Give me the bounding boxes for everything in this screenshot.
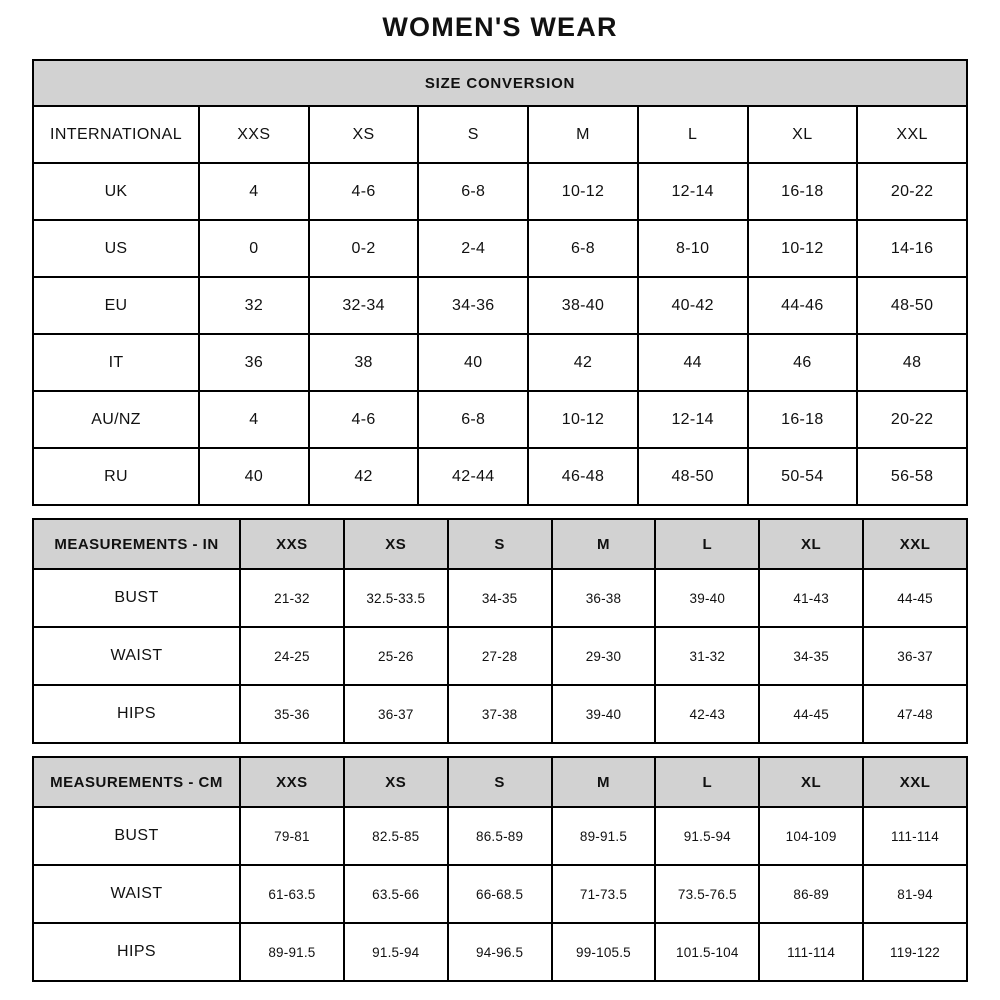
row-label: HIPS bbox=[33, 923, 240, 981]
value-cell: 27-28 bbox=[448, 627, 552, 685]
value-cell: 42 bbox=[528, 334, 638, 391]
value-cell: 34-35 bbox=[759, 627, 863, 685]
table-row bbox=[33, 923, 967, 981]
value-cell: 63.5-66 bbox=[344, 865, 448, 923]
value-cell: 36 bbox=[199, 334, 309, 391]
value-cell: 91.5-94 bbox=[655, 807, 759, 865]
measurements-in-grid bbox=[32, 518, 968, 744]
column-header: XXL bbox=[863, 519, 967, 569]
table-row bbox=[33, 277, 967, 334]
value-cell: 20-22 bbox=[857, 163, 967, 220]
value-cell: 36-38 bbox=[552, 569, 656, 627]
measurements-in-table bbox=[32, 518, 968, 744]
column-header: M bbox=[552, 757, 656, 807]
measurements-cm-grid bbox=[32, 756, 968, 982]
value-cell: 4-6 bbox=[309, 391, 419, 448]
size-conversion-table bbox=[32, 59, 968, 506]
value-cell: 79-81 bbox=[240, 807, 344, 865]
value-cell: 14-16 bbox=[857, 220, 967, 277]
value-cell: 46-48 bbox=[528, 448, 638, 505]
row-label: BUST bbox=[33, 569, 240, 627]
column-header: XXL bbox=[863, 757, 967, 807]
column-header: M bbox=[528, 106, 638, 163]
value-cell: 10-12 bbox=[748, 220, 858, 277]
row-label: RU bbox=[33, 448, 199, 505]
value-cell: 91.5-94 bbox=[344, 923, 448, 981]
value-cell: 94-96.5 bbox=[448, 923, 552, 981]
row-label: WAIST bbox=[33, 627, 240, 685]
value-cell: 89-91.5 bbox=[240, 923, 344, 981]
column-header: XL bbox=[759, 757, 863, 807]
value-cell: 21-32 bbox=[240, 569, 344, 627]
value-cell: 32.5-33.5 bbox=[344, 569, 448, 627]
table-banner: SIZE CONVERSION bbox=[33, 60, 967, 106]
table-row bbox=[33, 163, 967, 220]
value-cell: 101.5-104 bbox=[655, 923, 759, 981]
column-header: M bbox=[552, 519, 656, 569]
value-cell: 36-37 bbox=[863, 627, 967, 685]
value-cell: 6-8 bbox=[528, 220, 638, 277]
value-cell: 6-8 bbox=[418, 163, 528, 220]
column-header: L bbox=[655, 519, 759, 569]
column-header: XL bbox=[748, 106, 858, 163]
value-cell: 38 bbox=[309, 334, 419, 391]
table-row bbox=[33, 334, 967, 391]
value-cell: 16-18 bbox=[748, 163, 858, 220]
value-cell: 66-68.5 bbox=[448, 865, 552, 923]
value-cell: 86.5-89 bbox=[448, 807, 552, 865]
value-cell: 10-12 bbox=[528, 391, 638, 448]
table-row bbox=[33, 569, 967, 627]
value-cell: 39-40 bbox=[655, 569, 759, 627]
value-cell: 6-8 bbox=[418, 391, 528, 448]
value-cell: 111-114 bbox=[863, 807, 967, 865]
value-cell: 47-48 bbox=[863, 685, 967, 743]
value-cell: 16-18 bbox=[748, 391, 858, 448]
value-cell: 36-37 bbox=[344, 685, 448, 743]
value-cell: 25-26 bbox=[344, 627, 448, 685]
column-header: XS bbox=[309, 106, 419, 163]
corner-header: INTERNATIONAL bbox=[33, 106, 199, 163]
value-cell: 50-54 bbox=[748, 448, 858, 505]
column-header: S bbox=[418, 106, 528, 163]
value-cell: 73.5-76.5 bbox=[655, 865, 759, 923]
value-cell: 32-34 bbox=[309, 277, 419, 334]
table-row bbox=[33, 220, 967, 277]
value-cell: 12-14 bbox=[638, 391, 748, 448]
value-cell: 44-46 bbox=[748, 277, 858, 334]
value-cell: 4 bbox=[199, 391, 309, 448]
value-cell: 12-14 bbox=[638, 163, 748, 220]
value-cell: 81-94 bbox=[863, 865, 967, 923]
value-cell: 56-58 bbox=[857, 448, 967, 505]
column-header: XL bbox=[759, 519, 863, 569]
value-cell: 0-2 bbox=[309, 220, 419, 277]
value-cell: 99-105.5 bbox=[552, 923, 656, 981]
table-row bbox=[33, 448, 967, 505]
value-cell: 44-45 bbox=[759, 685, 863, 743]
value-cell: 4-6 bbox=[309, 163, 419, 220]
table-row bbox=[33, 865, 967, 923]
column-header: XS bbox=[344, 757, 448, 807]
value-cell: 40 bbox=[199, 448, 309, 505]
column-header: XXL bbox=[857, 106, 967, 163]
value-cell: 41-43 bbox=[759, 569, 863, 627]
column-header: XXS bbox=[240, 519, 344, 569]
value-cell: 89-91.5 bbox=[552, 807, 656, 865]
value-cell: 40 bbox=[418, 334, 528, 391]
table-row bbox=[33, 685, 967, 743]
measurements-cm-table bbox=[32, 756, 968, 982]
value-cell: 44-45 bbox=[863, 569, 967, 627]
row-label: HIPS bbox=[33, 685, 240, 743]
value-cell: 86-89 bbox=[759, 865, 863, 923]
value-cell: 82.5-85 bbox=[344, 807, 448, 865]
value-cell: 2-4 bbox=[418, 220, 528, 277]
value-cell: 34-35 bbox=[448, 569, 552, 627]
value-cell: 20-22 bbox=[857, 391, 967, 448]
row-label: US bbox=[33, 220, 199, 277]
value-cell: 44 bbox=[638, 334, 748, 391]
value-cell: 119-122 bbox=[863, 923, 967, 981]
column-header: XS bbox=[344, 519, 448, 569]
row-label: BUST bbox=[33, 807, 240, 865]
table-row bbox=[33, 627, 967, 685]
row-label: WAIST bbox=[33, 865, 240, 923]
value-cell: 42-43 bbox=[655, 685, 759, 743]
value-cell: 42-44 bbox=[418, 448, 528, 505]
value-cell: 111-114 bbox=[759, 923, 863, 981]
value-cell: 42 bbox=[309, 448, 419, 505]
value-cell: 71-73.5 bbox=[552, 865, 656, 923]
value-cell: 46 bbox=[748, 334, 858, 391]
row-label: EU bbox=[33, 277, 199, 334]
value-cell: 37-38 bbox=[448, 685, 552, 743]
table-row bbox=[33, 391, 967, 448]
value-cell: 32 bbox=[199, 277, 309, 334]
page-title: WOMEN'S WEAR bbox=[382, 12, 618, 42]
corner-header: MEASUREMENTS - IN bbox=[33, 519, 240, 569]
column-header: S bbox=[448, 519, 552, 569]
value-cell: 61-63.5 bbox=[240, 865, 344, 923]
table-row bbox=[33, 807, 967, 865]
value-cell: 34-36 bbox=[418, 277, 528, 334]
value-cell: 104-109 bbox=[759, 807, 863, 865]
size-conversion-grid bbox=[32, 59, 968, 506]
corner-header: MEASUREMENTS - CM bbox=[33, 757, 240, 807]
value-cell: 40-42 bbox=[638, 277, 748, 334]
value-cell: 4 bbox=[199, 163, 309, 220]
value-cell: 48-50 bbox=[638, 448, 748, 505]
row-label: UK bbox=[33, 163, 199, 220]
value-cell: 10-12 bbox=[528, 163, 638, 220]
value-cell: 39-40 bbox=[552, 685, 656, 743]
row-label: IT bbox=[33, 334, 199, 391]
column-header: XXS bbox=[199, 106, 309, 163]
value-cell: 0 bbox=[199, 220, 309, 277]
value-cell: 38-40 bbox=[528, 277, 638, 334]
value-cell: 48-50 bbox=[857, 277, 967, 334]
value-cell: 8-10 bbox=[638, 220, 748, 277]
value-cell: 29-30 bbox=[552, 627, 656, 685]
value-cell: 48 bbox=[857, 334, 967, 391]
value-cell: 24-25 bbox=[240, 627, 344, 685]
column-header: XXS bbox=[240, 757, 344, 807]
column-header: L bbox=[638, 106, 748, 163]
row-label: AU/NZ bbox=[33, 391, 199, 448]
value-cell: 35-36 bbox=[240, 685, 344, 743]
value-cell: 31-32 bbox=[655, 627, 759, 685]
column-header: S bbox=[448, 757, 552, 807]
column-header: L bbox=[655, 757, 759, 807]
